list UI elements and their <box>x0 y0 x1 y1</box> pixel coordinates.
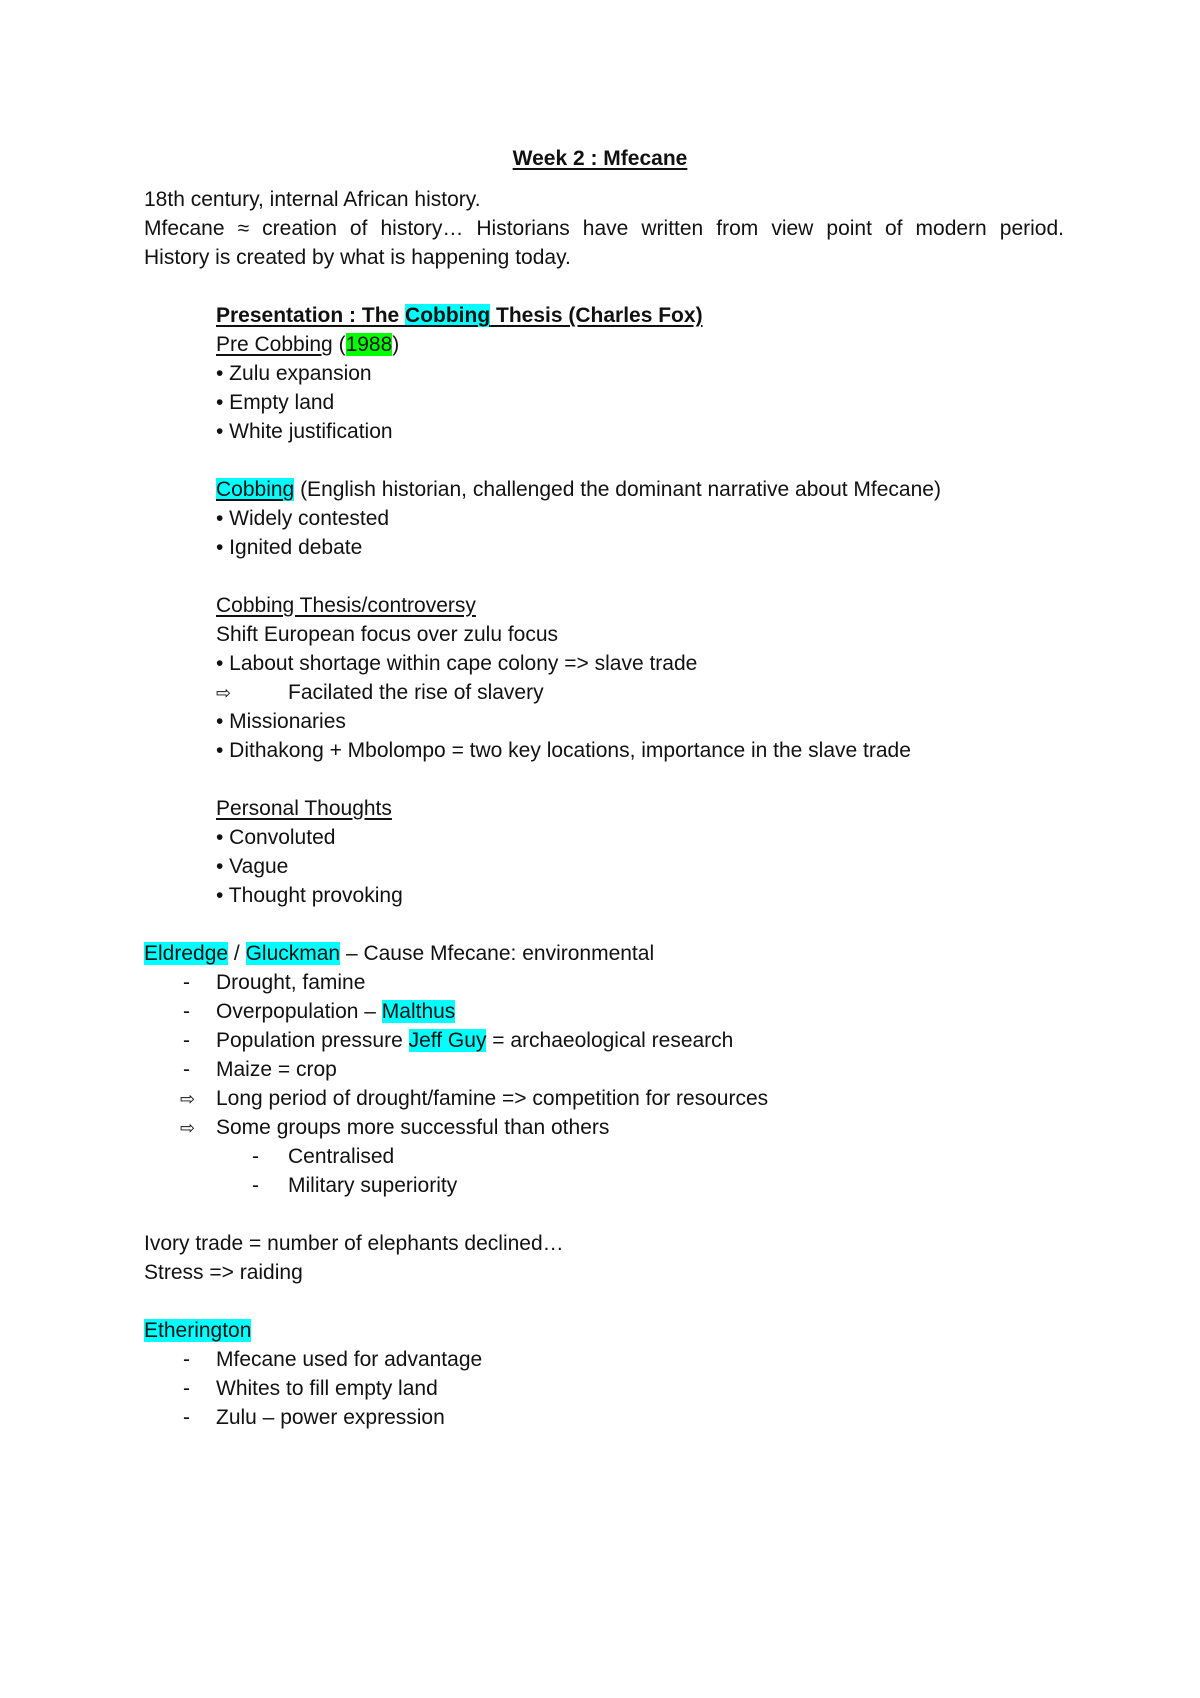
thesis-heading: Cobbing Thesis/controversy <box>216 594 476 617</box>
list-item: • Convoluted <box>216 826 336 849</box>
ivory-line: Ivory trade = number of elephants declined… <box>144 1232 564 1255</box>
dash-icon: - <box>183 1348 190 1371</box>
historian-malthus: Malthus <box>381 1000 456 1023</box>
item-text: Population pressure <box>216 1029 409 1052</box>
list-item: • Widely contested <box>216 507 390 530</box>
list-item: • Missionaries <box>216 710 346 733</box>
list-item: • Empty land <box>216 391 335 414</box>
historian-gluckman: Gluckman <box>245 942 341 965</box>
list-item: Zulu – power expression <box>216 1406 445 1429</box>
pre-cobbing-label: Pre Cobbing <box>216 333 333 356</box>
dash-icon: - <box>183 971 190 994</box>
list-item: Military superiority <box>288 1174 458 1197</box>
list-item: Long period of drought/famine => competition for resources <box>216 1087 769 1110</box>
intro-line: Mfecane ≈ creation of history… Historians have written from view point of modern period. <box>144 217 1064 240</box>
list-item: • White justification <box>216 420 393 443</box>
intro-line: 18th century, internal African history. <box>144 188 481 211</box>
historian-eldredge: Eldredge <box>144 942 229 965</box>
list-item: • Vague <box>216 855 289 878</box>
item-text: Overpopulation – <box>216 1000 382 1023</box>
historian-etherington: Etherington <box>144 1319 252 1342</box>
arrow-icon: ⇨ <box>180 1089 196 1109</box>
thesis-line: Shift European focus over zulu focus <box>216 623 559 646</box>
heading-suffix: Thesis (Charles Fox) <box>490 304 703 327</box>
list-item: Whites to fill empty land <box>216 1377 438 1400</box>
item-suffix: = archaeological research <box>486 1029 734 1052</box>
presentation-heading <box>216 302 703 330</box>
list-item: Facilated the rise of slavery <box>288 681 544 704</box>
list-item: • Dithakong + Mbolompo = two key locations, importance in the slave trade <box>216 739 911 762</box>
list-item: Some groups more successful than others <box>216 1116 610 1139</box>
list-item: Mfecane used for advantage <box>216 1348 483 1371</box>
page-title: Week 2 : Mfecane <box>512 147 688 170</box>
pre-cobbing-line <box>216 331 399 359</box>
etherington-heading <box>144 1317 251 1345</box>
heading-prefix: Presentation : The <box>216 304 406 327</box>
dash-icon: - <box>183 1000 190 1023</box>
list-item: Drought, famine <box>216 971 366 994</box>
list-item: Centralised <box>288 1145 395 1168</box>
list-item: • Ignited debate <box>216 536 363 559</box>
dash-icon: - <box>183 1029 190 1052</box>
list-item: • Zulu expansion <box>216 362 372 385</box>
historian-jeff-guy: Jeff Guy <box>408 1029 487 1052</box>
year-highlight: 1988 <box>345 333 393 356</box>
list-item <box>216 998 455 1026</box>
paren-close: ) <box>392 333 400 356</box>
ivory-line: Stress => raiding <box>144 1261 303 1284</box>
dash-icon: - <box>252 1174 259 1197</box>
arrow-icon: ⇨ <box>216 683 232 703</box>
list-item: Maize = crop <box>216 1058 337 1081</box>
heading-highlight: Cobbing <box>405 304 491 327</box>
thoughts-heading: Personal Thoughts <box>216 797 392 820</box>
environmental-heading <box>144 940 654 968</box>
cause-text: – Cause Mfecane: environmental <box>340 942 655 965</box>
dash-icon: - <box>183 1058 190 1081</box>
dash-icon: - <box>252 1145 259 1168</box>
intro-line: History is created by what is happening today. <box>144 246 571 269</box>
cobbing-desc: (English historian, challenged the dominant narrative about Mfecane) <box>294 478 941 501</box>
dash-icon: - <box>183 1377 190 1400</box>
list-item: • Labout shortage within cape colony => slave trade <box>216 652 698 675</box>
list-item <box>216 1027 733 1055</box>
list-item: • Thought provoking <box>216 884 403 907</box>
arrow-icon: ⇨ <box>180 1118 196 1138</box>
separator: / <box>228 942 246 965</box>
dash-icon: - <box>183 1406 190 1429</box>
cobbing-name: Cobbing <box>216 478 295 501</box>
paren-open: ( <box>332 333 346 356</box>
cobbing-line <box>216 476 941 504</box>
